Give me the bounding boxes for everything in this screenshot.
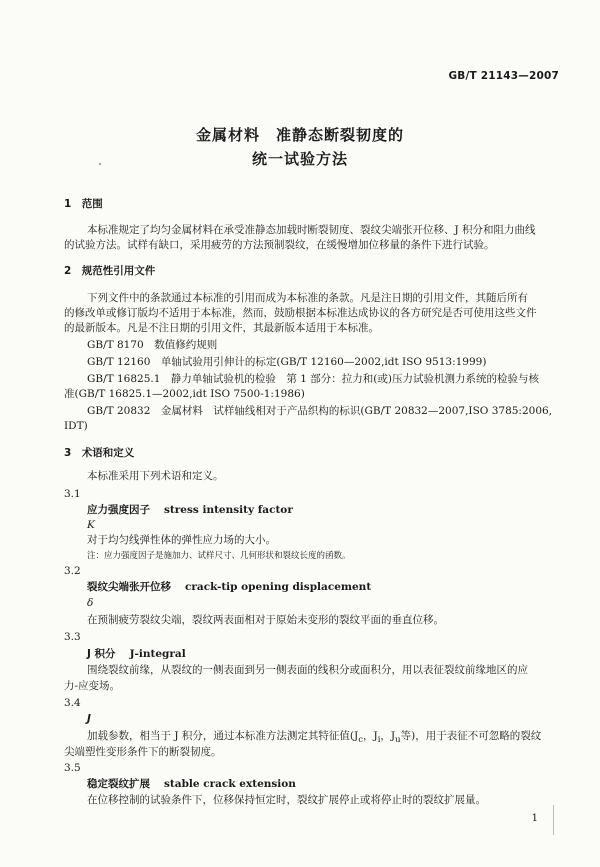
term-3-5-heading [87, 777, 296, 791]
subscript-u: u [395, 735, 401, 746]
def-part: 加载参数，相当于 J 积分，通过本标准方法测定其特征值(J [87, 730, 359, 742]
term-3-3-chinese: J 积分 [87, 648, 116, 660]
term-3-5-chinese: 稳定裂纹扩展 [87, 778, 150, 790]
section-2-heading: 2 规范性引用文件 [64, 265, 156, 277]
term-3-1-heading [87, 503, 293, 517]
term-3-5-number: 3.5 [64, 762, 81, 774]
term-3-1-definition: 对于均匀线弹性体的弹性应力场的大小。 [87, 534, 276, 546]
section-2-paragraph-line-1: 下列文件中的条款通过本标准的引用而成为本标准的条款。凡是注日期的引用文件，其随后所有 [87, 292, 528, 304]
section-1-paragraph-line-1: 本标准规定了均匀金属材料在承受准静态加载时断裂韧度、裂纹尖端张开位移、J 积分和阻力曲线 [87, 224, 536, 236]
term-3-2-chinese: 裂纹尖端张开位移 [87, 581, 171, 593]
document-title-line-2: 统一试验方法 [251, 150, 348, 168]
term-3-3-number: 3.3 [64, 631, 81, 643]
def-part: 等)，用于表征不可忽略的裂纹 [400, 730, 542, 742]
scan-speck [99, 163, 101, 165]
document-title-line-1: 金属材料 准静态断裂韧度的 [195, 126, 404, 144]
term-3-4-number: 3.4 [64, 697, 81, 709]
scan-edge-mark [553, 805, 554, 835]
term-3-1-note: 注：应力强度因子是施加力、试样尺寸、几何形状和裂纹长度的函数。 [87, 551, 351, 561]
term-3-2-definition: 在预制疲劳裂纹尖端，裂纹两表面相对于原始未变形的裂纹平面的垂直位移。 [87, 614, 444, 626]
term-3-3-english: J-integral [129, 648, 186, 660]
term-3-1-chinese: 应力强度因子 [87, 504, 150, 516]
term-3-5-definition: 在位移控制的试验条件下，位移保持恒定时，裂纹扩展停止或将停止时的裂纹扩展量。 [87, 794, 486, 806]
section-2-paragraph-line-3: 的最新版本。凡是不注日期的引用文件，其最新版本适用于本标准。 [64, 322, 379, 334]
section-3-heading: 3 术语和定义 [64, 447, 135, 459]
section-2-paragraph-line-2: 的修改单或修订版均不适用于本标准，然而，鼓励根据本标准达成协议的各方研究是否可使用这些文件 [64, 307, 537, 319]
reference-item: GB/T 12160 单轴试验用引伸计的标定(GB/T 12160—2002,idt ISO 9513:1999) [87, 356, 487, 368]
subscript-i: i [377, 735, 381, 746]
reference-item-continued: 准(GB/T 16825.1—2002,idt ISO 7500-1:1986) [64, 388, 305, 400]
standard-number: GB/T 21143—2007 [448, 70, 559, 82]
reference-item: GB/T 20832 金属材料 试样轴线相对于产品织构的标识(GB/T 20832—2007,ISO 3785:2006, [87, 405, 553, 417]
term-3-3-heading [87, 647, 186, 661]
term-3-2-heading [87, 580, 371, 594]
term-3-5-english: stable crack extension [164, 778, 296, 790]
reference-item-continued: IDT) [64, 420, 88, 432]
section-3-intro: 本标准采用下列术语和定义。 [87, 470, 224, 482]
def-part: ，J [362, 730, 378, 742]
term-3-1-symbol: K [87, 519, 95, 531]
section-1-paragraph-line-2: 的试验方法。试样有缺口，采用疲劳的方法预制裂纹，在缓慢增加位移量的条件下进行试验。 [64, 239, 495, 251]
term-3-1-number: 3.1 [64, 488, 81, 500]
term-3-3-definition-line-2: 力-应变场。 [64, 680, 121, 692]
term-3-1-english: stress intensity factor [164, 504, 293, 516]
section-1-heading: 1 范围 [64, 198, 103, 210]
term-3-2-english: crack-tip opening displacement [185, 581, 372, 593]
term-3-2-number: 3.2 [64, 565, 81, 577]
reference-item: GB/T 16825.1 静力单轴试验机的检验 第 1 部分：拉力和(或)压力试验机测力系统的检验与核 [87, 373, 539, 385]
term-3-4-symbol: J [87, 713, 91, 725]
page-number: 1 [531, 813, 538, 824]
term-3-4-definition-line-2: 尖端塑性变形条件下的断裂韧度。 [64, 746, 222, 758]
reference-item: GB/T 8170 数值修约规则 [87, 339, 218, 351]
subscript-c: c [358, 735, 363, 746]
def-part: ，J [380, 730, 396, 742]
term-3-3-definition-line-1: 围绕裂纹前缘，从裂纹的一侧表面到另一侧表面的线积分或面积分，用以表征裂纹前缘地区的应 [87, 664, 528, 676]
term-3-2-symbol: δ [87, 597, 94, 609]
